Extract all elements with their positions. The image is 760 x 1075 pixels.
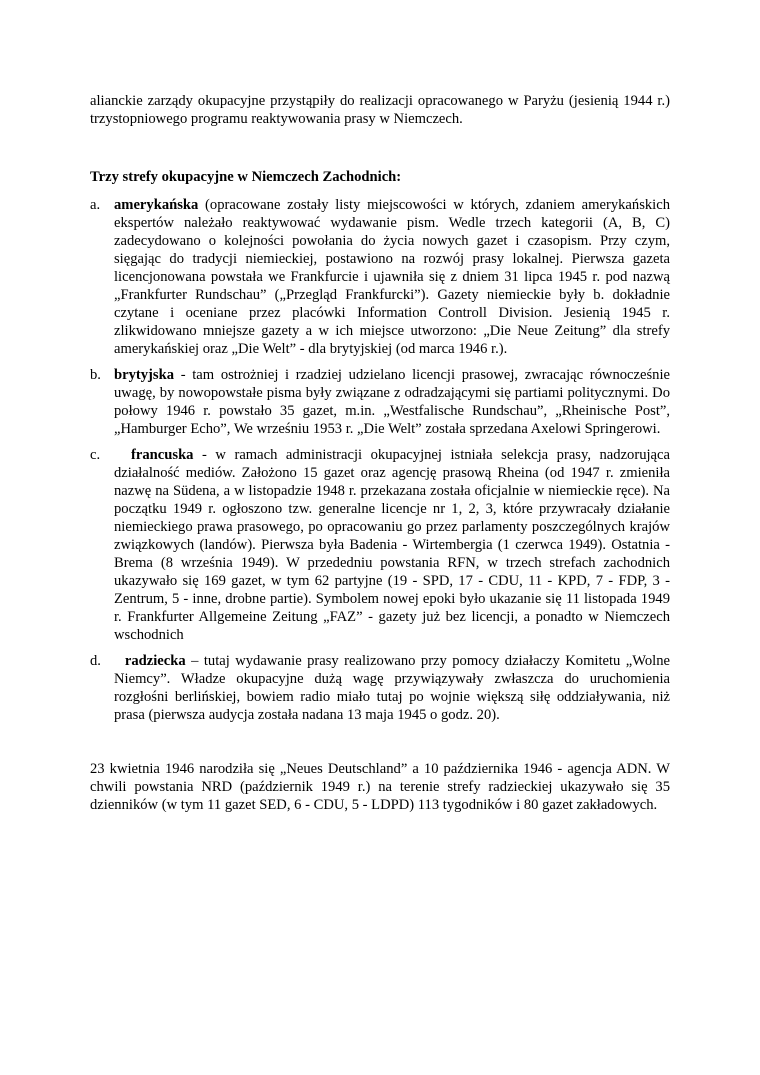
closing-paragraph: 23 kwietnia 1946 narodziła się „Neues Deutschland” a 10 października 1946 - agencja ADN. W chwili powstania NRD (październik 1949 r.) na terenie strefy radzieckiej ukazywało się 35 dzienników (w tym 11 gazet SED, 6 - CDU, 5 - LDPD) 113 tygodników i 80 gazet zakładowych. bbox=[90, 761, 670, 813]
zone-term: radziecka bbox=[124, 653, 186, 669]
list-marker: b. bbox=[90, 367, 101, 383]
list-item-text bbox=[114, 196, 670, 358]
zone-description: - w ramach administracji okupacyjnej istniała selekcja prasy, nadzorująca działalność mediów. Założono 15 gazet oraz agencję prasową Rheina (od 1947 r. zmieniła nazwę na Südena, a w listopadzie 1948 r. przekazana została oficjalnie w niemieckie ręce). Na początku 1949 r. ogłoszono tzw. generalne licencje nr 1, 2, 3, które przywracały działanie niemieckiego prawa prasowego, po opracowaniu go przez parlamenty poszczególnych krajów związkowych (landów). Pierwsza była Badenia - Wirtembergia (1 czerwca 1949). Ostatnia - Brema (8 września 1949). W przededniu powstania RFN, w trzech strefach zachodnich ukazywało się 169 gazet, w tym 62 partyjne (19 - SPD, 17 - CDU, 11 - KPD, 7 - FDP, 3 - Zentrum, 5 - inne, drobne partie). Symbolem nowej epoki było ukazanie się 11 listopada 1949 r. Frankfurter Allgemeine Zeitung „FAZ” - gazety już bez licencji, a ponadto w Niemczech wschodnich bbox=[114, 447, 670, 643]
list-item-french-zone bbox=[90, 446, 670, 644]
list-item-soviet-zone bbox=[90, 652, 670, 724]
zone-term: amerykańska bbox=[114, 197, 199, 213]
list-marker: a. bbox=[90, 197, 101, 213]
document-page bbox=[90, 92, 670, 814]
section-heading: Trzy strefy okupacyjne w Niemczech Zachodnich: bbox=[90, 169, 402, 185]
occupation-zones-list bbox=[90, 196, 670, 724]
list-marker: d. bbox=[90, 653, 101, 669]
list-marker: c. bbox=[90, 447, 101, 463]
zone-description: - tam ostrożniej i rzadziej udzielano licencji prasowej, zwracając równocześnie uwagę, by nowopowstałe pisma były związane z odradzającymi się partiami politycznymi. Do połowy 1946 r. powstało 35 gazet, m.in. „Westfalische Rundschau”, „Rheinische Post”, „Hamburger Echo”, We wrześniu 1953 r. „Die Welt” została sprzedana Axelowi Springerowi. bbox=[114, 367, 670, 437]
list-item-american-zone bbox=[90, 196, 670, 358]
list-item-text bbox=[114, 446, 670, 644]
zone-description: (opracowane zostały listy miejscowości w których, zdaniem amerykańskich ekspertów należało reaktywować wydawanie pism. Wedle trzech kategorii (A, B, C) zadecydowano o kolejności powołania do życia nowych gazet i czasopism. Przy czym, sięgając do tradycji niemieckiej, postawiono na rozwój prasy lokalnej. Pierwsza gazeta licencjonowana powstała we Frankfurcie i ujawniła się z dniem 31 lipca 1945 r. pod nazwą „Frankfurter Rundschau” („Przegląd Frankfurcki”). Gazety niemieckie były b. dokładnie czytane i oceniane przez placówki Information Controll Division. Jesienią 1945 r. zlikwidowano mniejsze gazety a w ich miejsce utworzono: „Die Neue Zeitung” dla strefy amerykańskiej oraz „Die Welt” - dla brytyjskiej (od marca 1946 r.). bbox=[114, 197, 670, 357]
zone-description: – tutaj wydawanie prasy realizowano przy pomocy działaczy Komitetu „Wolne Niemcy”. Władze okupacyjne dużą wagę przywiązywały zwłaszcza do uruchomienia rozgłośni berlińskiej, bowiem radio miało tutaj po wojnie większą siłę oddziaływania, niż prasa (pierwsza audycja została nadana 13 maja 1945 o godz. 20). bbox=[114, 653, 671, 723]
zone-term: francuska bbox=[131, 447, 194, 463]
list-item-text bbox=[114, 652, 670, 724]
zone-term: brytyjska bbox=[114, 367, 174, 383]
list-item-text bbox=[114, 366, 670, 438]
intro-paragraph: alianckie zarządy okupacyjne przystąpiły do realizacji opracowanego w Paryżu (jesienią 1944 r.) trzystopniowego programu reaktywowania prasy w Niemczech. bbox=[90, 93, 670, 127]
list-item-british-zone bbox=[90, 366, 670, 438]
